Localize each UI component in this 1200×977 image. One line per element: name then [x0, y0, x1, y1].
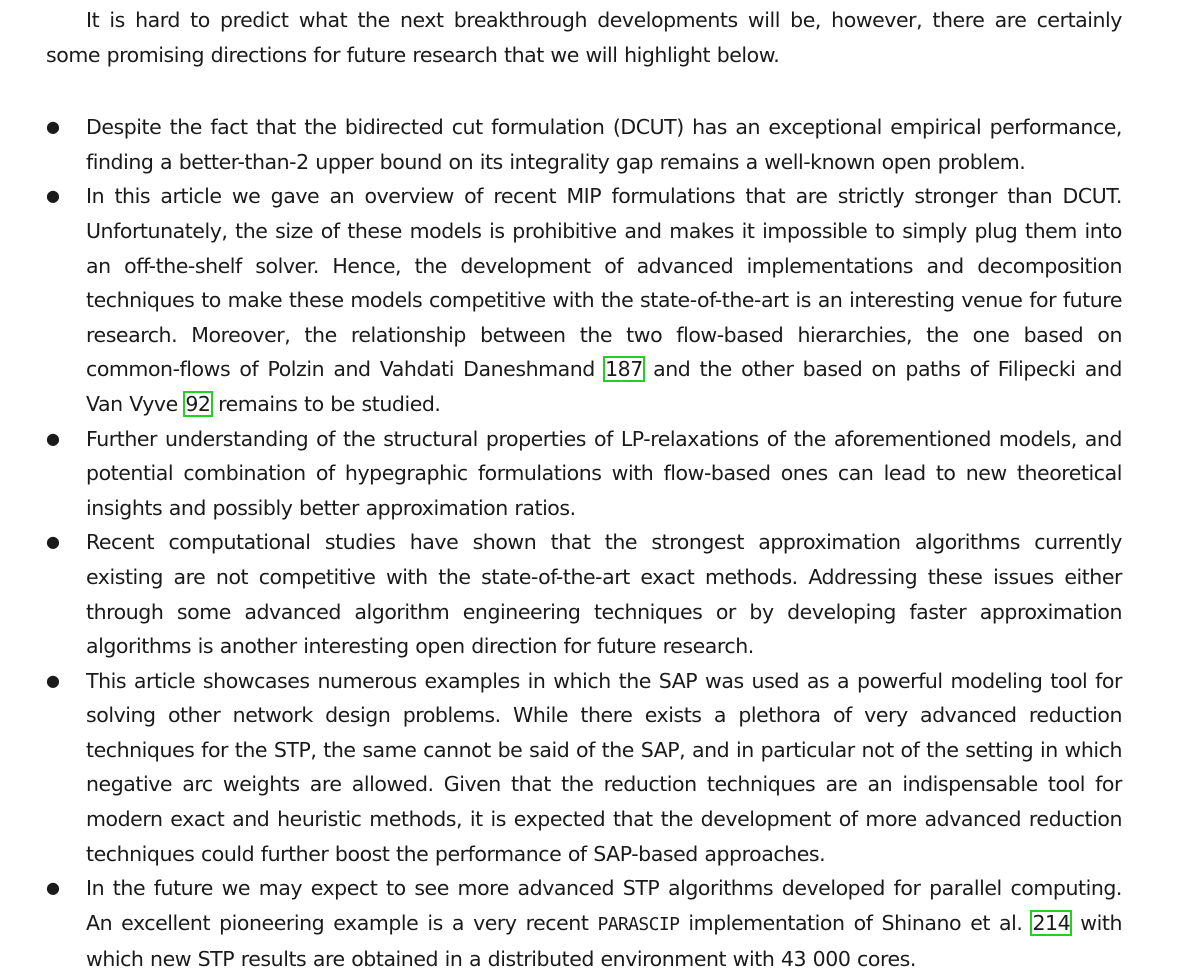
bullet-icon: ●	[46, 428, 60, 448]
paper-page	[46, 3, 1122, 977]
bullet-icon: ●	[46, 532, 60, 552]
bullet-icon: ●	[46, 670, 60, 690]
list-item	[46, 422, 1122, 526]
list-item-text: Despite the fact that the bidirected cut formulation (DCUT) has an exceptional empirical performance, finding a better-than-2 upper bound on its integrality gap remains a well-known open problem.	[86, 115, 1122, 174]
list-item	[46, 110, 1122, 179]
list-item-text: This article showcases numerous examples in which the SAP was used as a powerful modeling tool for solving other network design problems. While there exists a plethora of very advanced reduction techniques for the STP, the same cannot be said of the SAP, and in particular not of the setting in which negative arc weights are allowed. Given that the reduction techniques are an indispensable tool for modern exact and heuristic methods, it is expected that the development of more advanced reduction techniques could further boost the performance of SAP-based approaches.	[86, 668, 1122, 866]
bullet-icon: ●	[46, 186, 60, 206]
future-directions-list	[46, 110, 1122, 977]
list-item	[46, 871, 1122, 977]
software-name: PARASCIP	[597, 913, 680, 935]
citation-link-214[interactable]: 214	[1032, 910, 1071, 935]
list-item-text: In the future we may expect to see more advanced STP algorithms developed for parallel computing. An excellent pioneering example is a very recent	[86, 876, 1122, 935]
list-item-text: Further understanding of the structural properties of LP-relaxations of the aforementioned models, and potential combination of hypegraphic formulations with flow-based ones can lead to new theoretical insights and possibly better approximation ratios.	[86, 426, 1122, 520]
list-item-text: Recent computational studies have shown that the strongest approximation algorithms currently existing are not competitive with the state-of-the-art exact methods. Addressing these issues either through some advanced algorithm engineering techniques or by developing faster approximation algorithms is another interesting open direction for future research.	[86, 530, 1122, 659]
list-item	[46, 179, 1122, 421]
list-item-text: with which new STP results are obtained in a distributed environment with 43 000 cores.	[86, 910, 1122, 972]
list-item-text: and the other based on paths of Filipecki and Van Vyve	[86, 357, 1122, 416]
intro-paragraph: It is hard to predict what the next breakthrough developments will be, however, there are certainly some promising directions for future research that we will highlight below.	[46, 8, 1122, 67]
list-item-text: remains to be studied.	[211, 391, 441, 416]
list-item-text: implementation of Shinano et al.	[679, 910, 1032, 935]
list-item-text: In this article we gave an overview of recent MIP formulations that are strictly stronger than DCUT. Unfortunately, the size of these models is prohibitive and makes it impossible to simply plug them into an off-the-shelf solver. Hence, the development of advanced implementations and decomposition techniques to make these models competitive with the state-of-the-art is an interesting venue for future research. Moreover, the relationship between the two flow-based hierarchies, the one based on common-flows of Polzin and Vahdati Daneshmand	[86, 184, 1122, 382]
bullet-icon: ●	[46, 878, 60, 898]
citation-link-92[interactable]: 92	[185, 391, 211, 416]
bullet-icon: ●	[46, 117, 60, 137]
list-item	[46, 525, 1122, 663]
list-item	[46, 664, 1122, 872]
citation-link-187[interactable]: 187	[605, 357, 643, 382]
